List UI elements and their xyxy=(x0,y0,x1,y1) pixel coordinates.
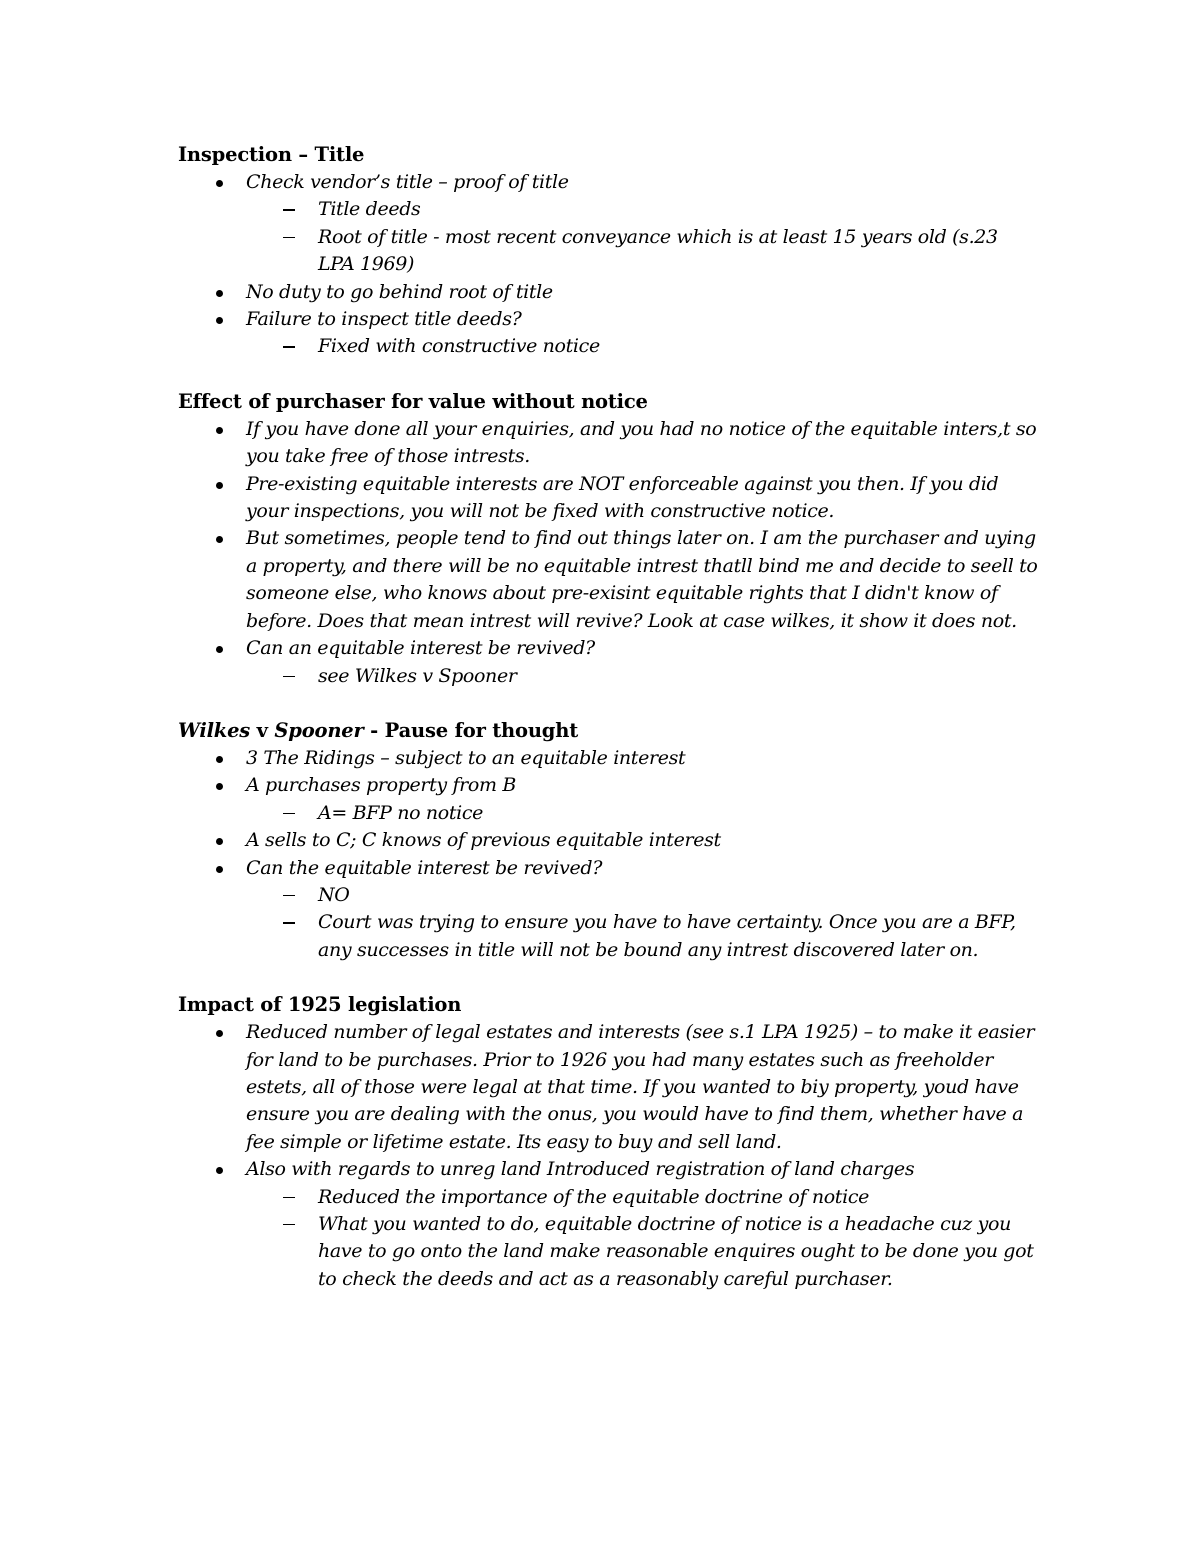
list-item xyxy=(178,827,1038,854)
list-item-text: If you have done all your enquiries, and you had no notice of the equitable inters,t so you take free of those intrests. xyxy=(246,417,1037,468)
list-item-text: A sells to C; C knows of previous equitable interest xyxy=(246,829,721,852)
list-item-text: Can an equitable interest be revived? xyxy=(246,637,595,660)
dash-icon xyxy=(283,676,295,677)
case-name-part: Spooner xyxy=(274,718,364,742)
section-heading xyxy=(178,717,1038,745)
bullet-icon xyxy=(216,427,223,434)
bullet-icon xyxy=(216,536,223,543)
bullet-icon xyxy=(216,180,223,187)
section-inspection-title xyxy=(178,141,1038,361)
list-item-text: No duty to go behind root of title xyxy=(246,280,553,303)
sub-list xyxy=(246,1184,1038,1294)
list-item-text: A purchases property from B xyxy=(246,774,516,797)
section-heading: Impact of 1925 legislation xyxy=(178,993,462,1017)
list-item-text: Reduced number of legal estates and interests (see s.1 LPA 1925) – to make it easier for land to be purchases. Prior to 1926 you had many estates such as freeholder estets, all of those were legal at that time. If you wanted to biy property, youd have ensure you are dealing with the onus, you would have to find them, whether have a fee simple or lifetime estate. Its easy to buy and sell land. xyxy=(246,1021,1035,1153)
bullet-icon xyxy=(216,646,223,653)
list-item xyxy=(178,416,1038,471)
bullet-icon xyxy=(216,290,223,297)
sub-list-item-text: Fixed with constructive notice xyxy=(318,335,600,358)
dash-icon xyxy=(283,922,295,923)
sub-list-item xyxy=(246,333,1038,360)
bullet-icon xyxy=(216,317,223,324)
sub-list-item xyxy=(246,882,1038,909)
list-item-text: But sometimes, people tend to find out things later on. I am the purchaser and uying a property, and there will be no equitable intrest thatll bind me and decide to seell to someone else, who knows about pre-exisint equitable rights that I didn't know of before. Does that mean intrest will revive? Look at case wilkes, it show it does not. xyxy=(246,527,1038,632)
section-impact-1925-legislation xyxy=(178,991,1038,1293)
sub-list-item-text: What you wanted to do, equitable doctrine of notice is a headache cuz you have to go onto the land make reasonable enquires ought to be done you got to check the deeds and act as a reasonably careful purchaser. xyxy=(318,1213,1034,1290)
bullet-list xyxy=(178,169,1038,361)
section-wilkes-v-spooner xyxy=(178,717,1038,964)
dash-icon xyxy=(283,346,295,347)
list-item xyxy=(178,855,1038,965)
list-item xyxy=(178,1019,1038,1156)
bullet-list xyxy=(178,745,1038,964)
bullet-list xyxy=(178,1019,1038,1293)
list-item xyxy=(178,525,1038,635)
section-effect-of-purchaser xyxy=(178,388,1038,690)
sub-list xyxy=(246,800,1038,827)
sub-list-item-text: Root of title - most recent conveyance which is at least 15 years old (s.23 LPA 1969) xyxy=(318,225,998,276)
dash-icon xyxy=(283,209,295,210)
sub-list-item-text: Reduced the importance of the equitable doctrine of notice xyxy=(318,1185,870,1208)
bullet-list xyxy=(178,416,1038,690)
sub-list-item-text: see Wilkes v Spooner xyxy=(318,664,517,687)
dash-icon xyxy=(283,237,295,238)
sub-list xyxy=(246,882,1038,964)
list-item xyxy=(178,1156,1038,1293)
dash-icon xyxy=(283,1224,295,1225)
heading-versus: v xyxy=(250,718,275,742)
bullet-icon xyxy=(216,756,223,763)
list-item-text: Can the equitable interest be revived? xyxy=(246,856,603,879)
list-item-text: 3 The Ridings – subject to an equitable interest xyxy=(246,746,686,769)
list-item xyxy=(178,745,1038,772)
list-item xyxy=(178,772,1038,827)
list-item xyxy=(178,471,1038,526)
sub-list-item xyxy=(246,663,1038,690)
sub-list-item xyxy=(246,1184,1038,1211)
sub-list-item-text: Title deeds xyxy=(318,198,421,221)
bullet-icon xyxy=(216,866,223,873)
case-name-part: Wilkes xyxy=(178,718,251,742)
list-item-text: Failure to inspect title deeds? xyxy=(246,308,522,331)
sub-list-item-text: NO xyxy=(318,883,350,906)
sub-list-item-text: A= BFP no notice xyxy=(318,801,484,824)
heading-rest: - Pause for thought xyxy=(363,718,579,742)
bullet-icon xyxy=(216,783,223,790)
bullet-icon xyxy=(216,482,223,489)
sub-list xyxy=(246,196,1038,278)
sub-list-item xyxy=(246,1211,1038,1293)
document-body xyxy=(178,141,1038,1320)
list-item xyxy=(178,306,1038,361)
sub-list-item xyxy=(246,224,1038,279)
list-item xyxy=(178,169,1038,279)
bullet-icon xyxy=(216,1030,223,1037)
section-heading: Inspection – Title xyxy=(178,143,365,166)
sub-list-item xyxy=(246,909,1038,964)
list-item-text: Pre-existing equitable interests are NOT enforceable against you then. If you did your inspections, you will not be fixed with constructive notice. xyxy=(246,472,999,523)
bullet-icon xyxy=(216,1167,223,1174)
dash-icon xyxy=(283,1197,295,1198)
list-item-text: Also with regards to unreg land Introduced registration of land charges xyxy=(246,1158,915,1181)
sub-list-item xyxy=(246,196,1038,223)
list-item xyxy=(178,635,1038,690)
dash-icon xyxy=(283,813,295,814)
sub-list-item xyxy=(246,800,1038,827)
sub-list-item-text: Court was trying to ensure you have to have certainty. Once you are a BFP, any successes in title will not be bound any intrest discovered later on. xyxy=(318,911,1016,961)
list-item xyxy=(178,279,1038,306)
sub-list xyxy=(246,333,1038,360)
section-heading: Effect of purchaser for value without notice xyxy=(178,389,648,413)
bullet-icon xyxy=(216,838,223,845)
dash-icon xyxy=(283,895,295,896)
list-item-text: Check vendor’s title – proof of title xyxy=(246,171,569,193)
sub-list xyxy=(246,663,1038,690)
